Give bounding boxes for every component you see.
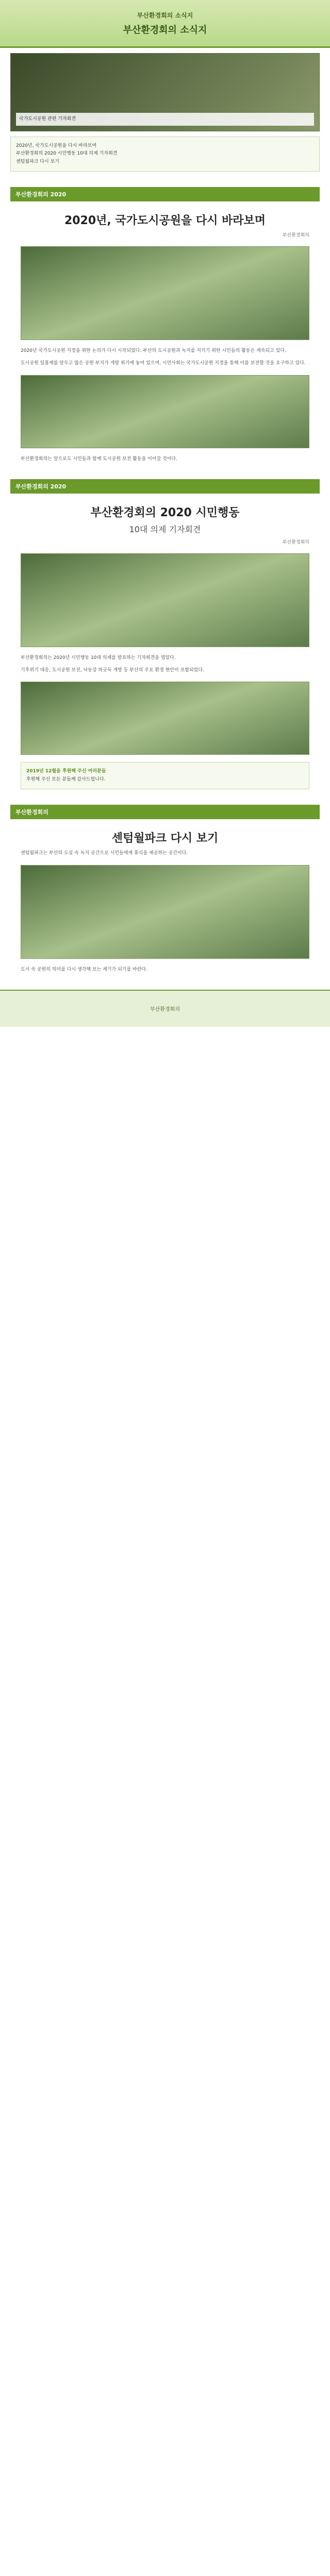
section1-byline: 부산환경회의 <box>282 232 309 238</box>
newsletter-page <box>0 0 330 1027</box>
newsletter-footer <box>0 990 330 1027</box>
section1-tag: 부산환경회의 2020 <box>10 187 320 201</box>
header-title: 부산환경회의 소식지 <box>123 24 207 36</box>
section2-heading <box>10 504 320 535</box>
donor-notice-title: 2019년 12월을 후원해 주신 여러분들 <box>26 769 106 774</box>
section2-subtitle: 10대 의제 기자회견 <box>129 524 201 534</box>
table-of-contents <box>10 137 320 172</box>
section2-title: 부산환경회의 2020 시민행동 <box>90 506 240 519</box>
section1-heading <box>10 212 320 228</box>
section2-paragraph: 기후위기 대응, 도시공원 보전, 낙동강 하굿둑 개방 등 부산의 주요 환경 현안이 포함되었다. <box>21 667 204 673</box>
toc-item-label: 센텀월파크 다시 보기 <box>16 159 59 164</box>
section2-photo <box>21 682 309 755</box>
toc-item-label: 부산환경회의 2020 시민행동 10대 의제 기자회견 <box>16 151 118 157</box>
section1-title: 2020년, 국가도시공원을 다시 바라보며 <box>64 214 266 227</box>
section1-photo <box>21 375 309 448</box>
hero-photo <box>10 53 320 131</box>
section3-heading <box>10 829 320 845</box>
section1-paragraph: 부산환경회의는 앞으로도 시민들과 함께 도시공원 보전 활동을 이어갈 것이다. <box>21 456 177 462</box>
section3-tag: 부산환경회의 <box>10 805 320 819</box>
toc-item[interactable] <box>16 150 314 158</box>
header-subtitle: 부산환경회의 소식지 <box>137 11 193 19</box>
section1-paragraph: 2020년 국가도시공원 지정을 위한 논의가 다시 시작되었다. 부산의 도시공원과 녹지를 지키기 위한 시민들의 활동은 계속되고 있다. <box>21 348 286 354</box>
section1-paragraph: 도시공원 일몰제를 앞두고 많은 공원 부지가 개발 위기에 놓여 있으며, 시민사회는 국가도시공원 지정을 통해 이를 보전할 것을 요구하고 있다. <box>21 361 306 366</box>
section3-paragraph: 센텀월파크는 부산의 도심 속 녹지 공간으로 시민들에게 휴식을 제공하는 공간이다. <box>21 851 188 856</box>
section3-paragraph: 도시 속 공원의 의미를 다시 생각해 보는 계기가 되기를 바란다. <box>21 967 147 972</box>
donor-notice <box>21 762 309 789</box>
toc-item[interactable] <box>16 158 314 166</box>
section1-photo <box>21 246 309 340</box>
toc-item[interactable] <box>16 142 314 150</box>
footer-text: 부산환경회의 <box>150 1007 180 1013</box>
section2-paragraph: 부산환경회의는 2020년 시민행동 10대 의제를 발표하는 기자회견을 열었다. <box>21 655 176 660</box>
section2-photo <box>21 553 309 647</box>
section2-byline: 부산환경회의 <box>282 539 309 545</box>
donor-notice-text: 후원해 주신 모든 분들께 감사드립니다. <box>26 776 106 782</box>
toc-item-label: 2020년, 국가도시공원을 다시 바라보며 <box>16 143 97 148</box>
section3-title: 센텀월파크 다시 보기 <box>111 832 219 845</box>
hero-caption: 국가도시공원 관련 기자회견 <box>16 113 314 126</box>
section2-tag: 부산환경회의 2020 <box>10 479 320 494</box>
newsletter-header <box>0 0 330 48</box>
section3-photo <box>21 865 309 959</box>
